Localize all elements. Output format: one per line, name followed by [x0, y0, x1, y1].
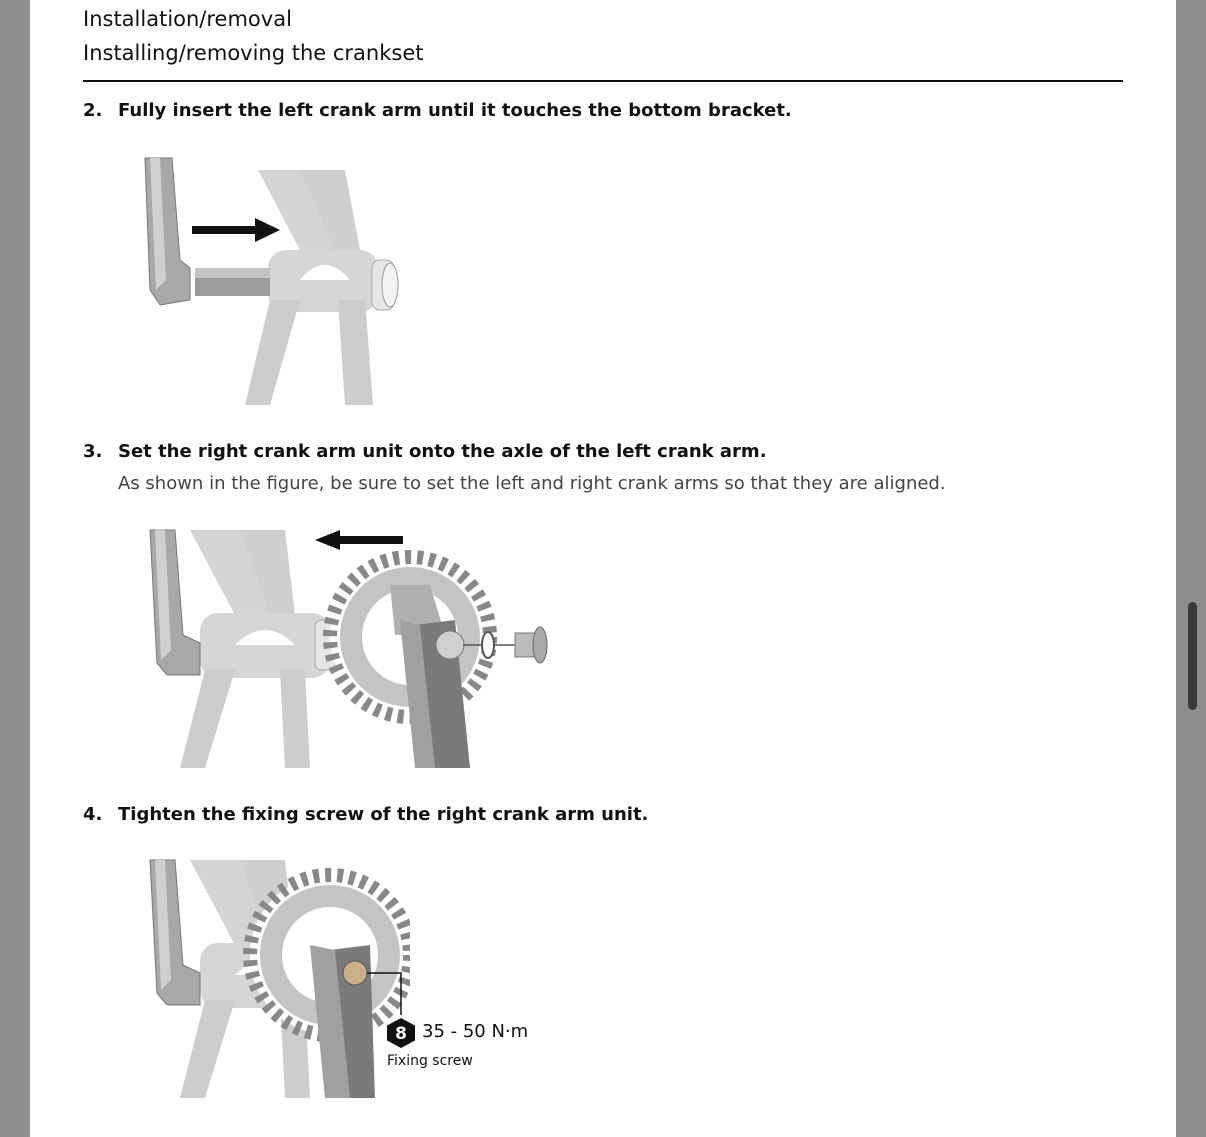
step-number: 2. — [83, 100, 103, 121]
vertical-scrollbar[interactable] — [1188, 602, 1197, 710]
figure-set-right-crank — [145, 525, 555, 770]
figure-insert-left-crank — [140, 150, 420, 410]
hex-key-size: 8 — [395, 1024, 407, 1044]
step-number: 3. — [83, 441, 103, 462]
step-title: Fully insert the left crank arm until it touches the bottom bracket. — [118, 100, 792, 121]
step-title: Tighten the fixing screw of the right crank arm unit. — [118, 804, 649, 825]
header-divider — [83, 80, 1123, 82]
step-title: Set the right crank arm unit onto the axle of the left crank arm. — [118, 441, 767, 462]
figure-tighten-screw — [145, 855, 410, 1100]
step-3-note: As shown in the figure, be sure to set the left and right crank arms so that they are aligned. — [118, 473, 946, 494]
hex-key-icon — [386, 1017, 416, 1049]
step-4 — [83, 804, 648, 825]
step-number: 4. — [83, 804, 103, 825]
subsection-title: Installing/removing the crankset — [83, 41, 424, 65]
section-title: Installation/removal — [83, 7, 292, 31]
step-2 — [83, 100, 792, 121]
torque-value: 35 - 50 N·m — [422, 1021, 529, 1042]
fixing-screw-label: Fixing screw — [387, 1053, 473, 1069]
step-3 — [83, 441, 767, 462]
